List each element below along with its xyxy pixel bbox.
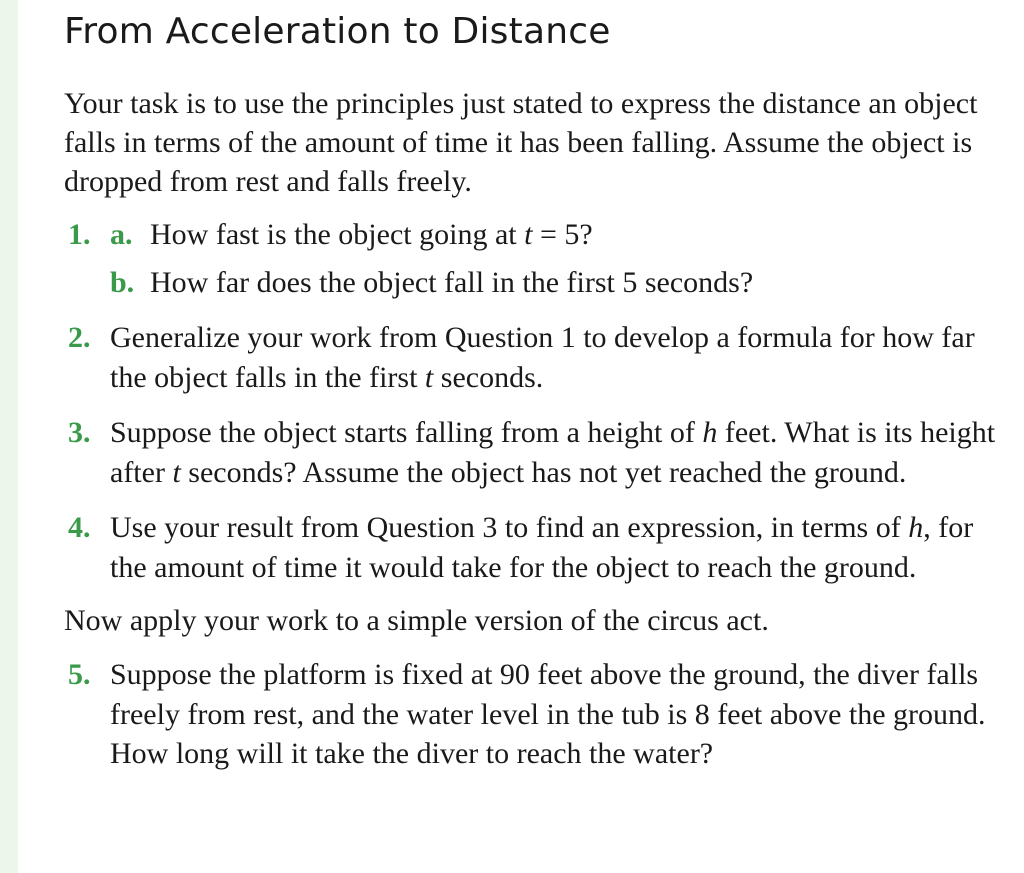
subpart-letter: a. <box>110 218 133 251</box>
question-text: = 5? <box>532 218 593 251</box>
page-content <box>64 10 1014 774</box>
variable-t: t <box>172 455 181 489</box>
question-text: How fast is the object going at <box>150 218 525 251</box>
variable-h: h <box>702 416 718 449</box>
variable-h: h <box>908 511 924 544</box>
question-1 <box>64 215 1014 302</box>
left-margin-bar <box>0 0 18 873</box>
variable-t: t <box>524 218 533 251</box>
question-number: 2. <box>68 321 91 354</box>
question-text: Use your result from Question 3 to find an expression, in terms of <box>110 511 909 544</box>
question-text: How far does the object fall in the first 5 seconds? <box>150 265 754 299</box>
intro-paragraph: Your task is to use the principles just stated to express the distance an object falls in terms of the amount of time it has been falling. Assume the object is dropped from rest and falls freely. <box>64 87 978 198</box>
question-text: seconds? Assume the object has not yet reached the ground. <box>180 455 907 489</box>
question-text: Suppose the object starts falling from a height of <box>110 416 703 449</box>
question-text: seconds. <box>433 360 544 394</box>
question-2 <box>64 318 1014 397</box>
question-number: 1. <box>68 218 91 251</box>
question-text: feet. What is its height after <box>110 416 996 489</box>
question-3 <box>64 413 1014 492</box>
question-1b <box>110 263 1014 303</box>
page-title: From Acceleration to Distance <box>64 11 611 52</box>
question-number: 4. <box>68 511 91 544</box>
question-number: 5. <box>68 658 91 691</box>
question-1a <box>110 215 1014 255</box>
variable-t: t <box>424 360 434 394</box>
question-4 <box>64 508 1014 587</box>
question-text: Generalize your work from Question 1 to develop a formula for how far the object falls in the first <box>110 321 975 394</box>
question-number: 3. <box>68 416 91 449</box>
question-text: Suppose the platform is fixed at 90 feet above the ground, the diver falls freely from rest, and the water level in the tub is 8 feet above the ground. How long will it take the diver to reach the water? <box>110 658 986 770</box>
question-5 <box>64 655 1014 774</box>
transition-paragraph: Now apply your work to a simple version of the circus act. <box>64 604 769 637</box>
subpart-letter: b. <box>110 265 135 299</box>
question-text: , for the amount of time it would take for the object to reach the ground. <box>110 511 974 584</box>
